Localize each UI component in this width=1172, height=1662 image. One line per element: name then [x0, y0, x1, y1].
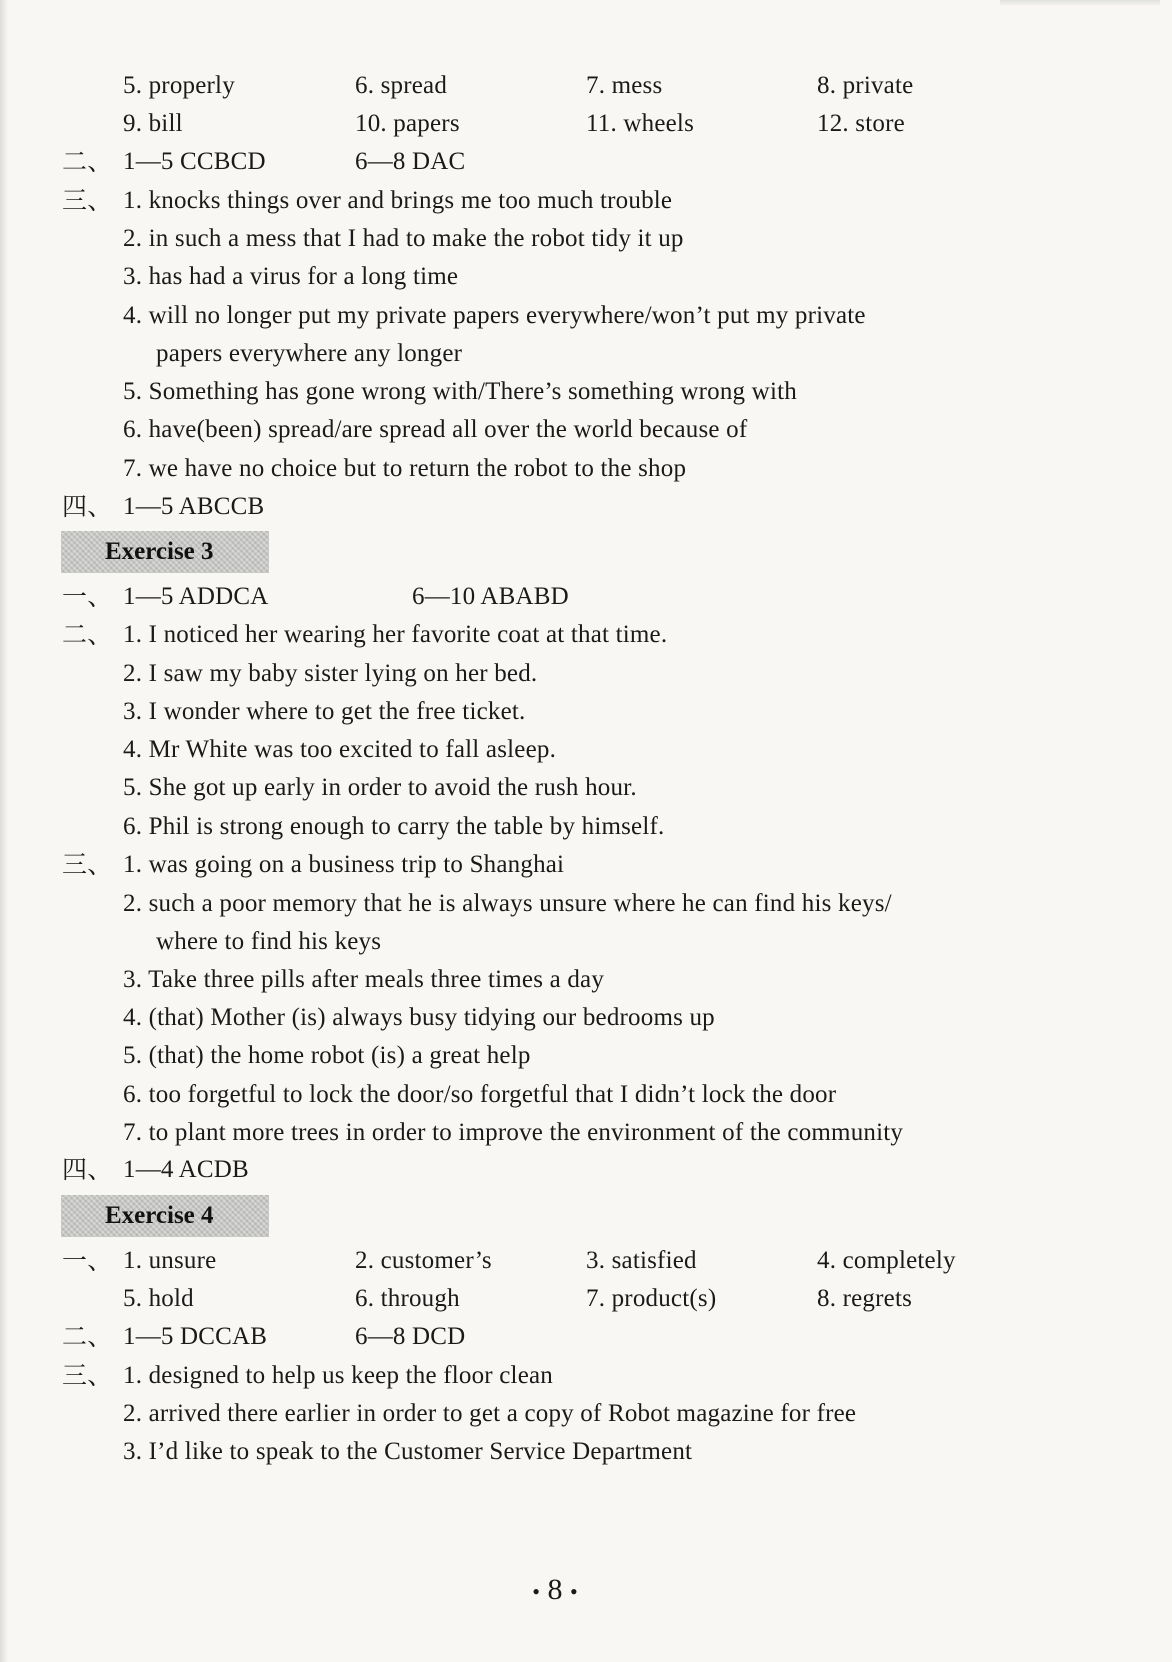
answer-line	[0, 1317, 1172, 1357]
exercise-banner: Exercise 4	[61, 1195, 269, 1237]
answer-line	[0, 487, 1172, 527]
answer-line	[0, 884, 1172, 924]
answer-text: 8. private	[817, 72, 914, 99]
scan-mark	[1000, 0, 1160, 6]
answer-text: 6. too forgetful to lock the door/so forgetful that I didn’t lock the door	[123, 1081, 837, 1108]
answer-text: 9. bill	[123, 110, 183, 137]
answer-text: 1—5 DCCAB	[123, 1323, 268, 1350]
answer-line	[0, 1150, 1172, 1190]
answer-text: 1—5 ADDCA	[123, 583, 269, 610]
answer-text: 11. wheels	[586, 110, 694, 137]
answer-text: 3. satisfied	[586, 1247, 697, 1274]
answer-line	[0, 1279, 1172, 1319]
answer-text: papers everywhere any longer	[156, 340, 463, 367]
answer-line	[0, 1241, 1172, 1281]
answer-line	[0, 730, 1172, 770]
answer-line	[0, 296, 1172, 336]
answer-line	[0, 104, 1172, 144]
section-marker: 三、	[62, 1361, 113, 1390]
answer-text: 10. papers	[355, 110, 460, 137]
bullet-icon: •	[532, 1579, 540, 1605]
answer-text: 1. I noticed her wearing her favorite coat at that time.	[123, 621, 668, 648]
answer-text: 1. knocks things over and brings me too much trouble	[123, 187, 673, 214]
answer-line	[0, 960, 1172, 1000]
answer-line	[0, 845, 1172, 885]
answer-text: 1—4 ACDB	[123, 1156, 249, 1183]
page-number-value: 8	[547, 1573, 563, 1606]
section-marker: 四、	[62, 1155, 113, 1184]
answer-text: 5. hold	[123, 1285, 194, 1312]
answer-line	[0, 577, 1172, 617]
section-marker: 三、	[62, 850, 113, 879]
section-marker: 一、	[62, 1246, 113, 1275]
answer-text: 5. properly	[123, 72, 235, 99]
page-number	[510, 1570, 600, 1612]
answer-text: 8. regrets	[817, 1285, 913, 1312]
answer-text: 1—5 CCBCD	[123, 148, 266, 175]
answer-text: 3. I’d like to speak to the Customer Service Department	[123, 1438, 693, 1465]
answer-line	[0, 181, 1172, 221]
answer-text: 1. unsure	[123, 1247, 217, 1274]
answer-text: 2. in such a mess that I had to make the robot tidy it up	[123, 225, 684, 252]
answer-line	[0, 1356, 1172, 1396]
answer-text: 4. (that) Mother (is) always busy tidying our bedrooms up	[123, 1004, 715, 1031]
answer-line	[0, 66, 1172, 106]
answer-text: 6—8 DAC	[355, 148, 466, 175]
answer-line	[0, 768, 1172, 808]
answer-text: 6—8 DCD	[355, 1323, 466, 1350]
answer-text: 6. Phil is strong enough to carry the table by himself.	[123, 813, 665, 840]
answer-line	[0, 142, 1172, 182]
answer-text: 2. I saw my baby sister lying on her bed.	[123, 660, 538, 687]
answer-line	[0, 1113, 1172, 1153]
answer-text: 1. was going on a business trip to Shanghai	[123, 851, 565, 878]
answer-text: 6. spread	[355, 72, 448, 99]
answer-line	[0, 410, 1172, 450]
answer-line	[0, 1075, 1172, 1115]
answer-text: 1—5 ABCCB	[123, 493, 265, 520]
section-marker: 三、	[62, 186, 113, 215]
section-marker: 一、	[62, 582, 113, 611]
answer-text: 7. to plant more trees in order to improve the environment of the community	[123, 1119, 904, 1146]
answer-text: 3. has had a virus for a long time	[123, 263, 459, 290]
answer-text: 6—10 ABABD	[412, 583, 569, 610]
section-marker: 四、	[62, 492, 113, 521]
section-marker: 二、	[62, 147, 113, 176]
answer-text: 6. through	[355, 1285, 460, 1312]
answer-line	[0, 257, 1172, 297]
answer-text: 7. mess	[586, 72, 663, 99]
answer-text: 2. arrived there earlier in order to get a copy of Robot magazine for free	[123, 1400, 857, 1427]
answer-line	[0, 615, 1172, 655]
answer-text: 2. such a poor memory that he is always unsure where he can find his keys/	[123, 890, 892, 917]
answer-text: 7. product(s)	[586, 1285, 717, 1312]
answer-text: 5. (that) the home robot (is) a great help	[123, 1042, 531, 1069]
answer-line	[0, 1394, 1172, 1434]
answer-line	[0, 372, 1172, 412]
answer-line	[0, 654, 1172, 694]
bullet-icon: •	[570, 1579, 578, 1605]
answer-text: 3. I wonder where to get the free ticket.	[123, 698, 526, 725]
answer-text: 3. Take three pills after meals three times a day	[123, 966, 605, 993]
answer-text: 6. have(been) spread/are spread all over the world because of	[123, 416, 748, 443]
answer-line	[0, 219, 1172, 259]
section-marker: 二、	[62, 1322, 113, 1351]
answer-line	[0, 807, 1172, 847]
section-marker: 二、	[62, 620, 113, 649]
answer-text: where to find his keys	[156, 928, 382, 955]
answer-text: 2. customer’s	[355, 1247, 492, 1274]
answer-line	[0, 449, 1172, 489]
answer-text: 4. Mr White was too excited to fall asleep.	[123, 736, 557, 763]
answer-text: 4. completely	[817, 1247, 956, 1274]
answer-text: 7. we have no choice but to return the robot to the shop	[123, 455, 687, 482]
answer-text: 4. will no longer put my private papers everywhere/won’t put my private	[123, 302, 866, 329]
answer-line	[0, 998, 1172, 1038]
answer-line	[0, 1036, 1172, 1076]
exercise-banner: Exercise 3	[61, 531, 269, 573]
answer-line	[0, 922, 1172, 962]
answer-line	[0, 1432, 1172, 1472]
answer-text: 12. store	[817, 110, 905, 137]
answer-line	[0, 334, 1172, 374]
answer-text: 1. designed to help us keep the floor clean	[123, 1362, 553, 1389]
answer-line	[0, 692, 1172, 732]
answer-text: 5. Something has gone wrong with/There’s something wrong with	[123, 378, 797, 405]
answer-text: 5. She got up early in order to avoid the rush hour.	[123, 774, 637, 801]
